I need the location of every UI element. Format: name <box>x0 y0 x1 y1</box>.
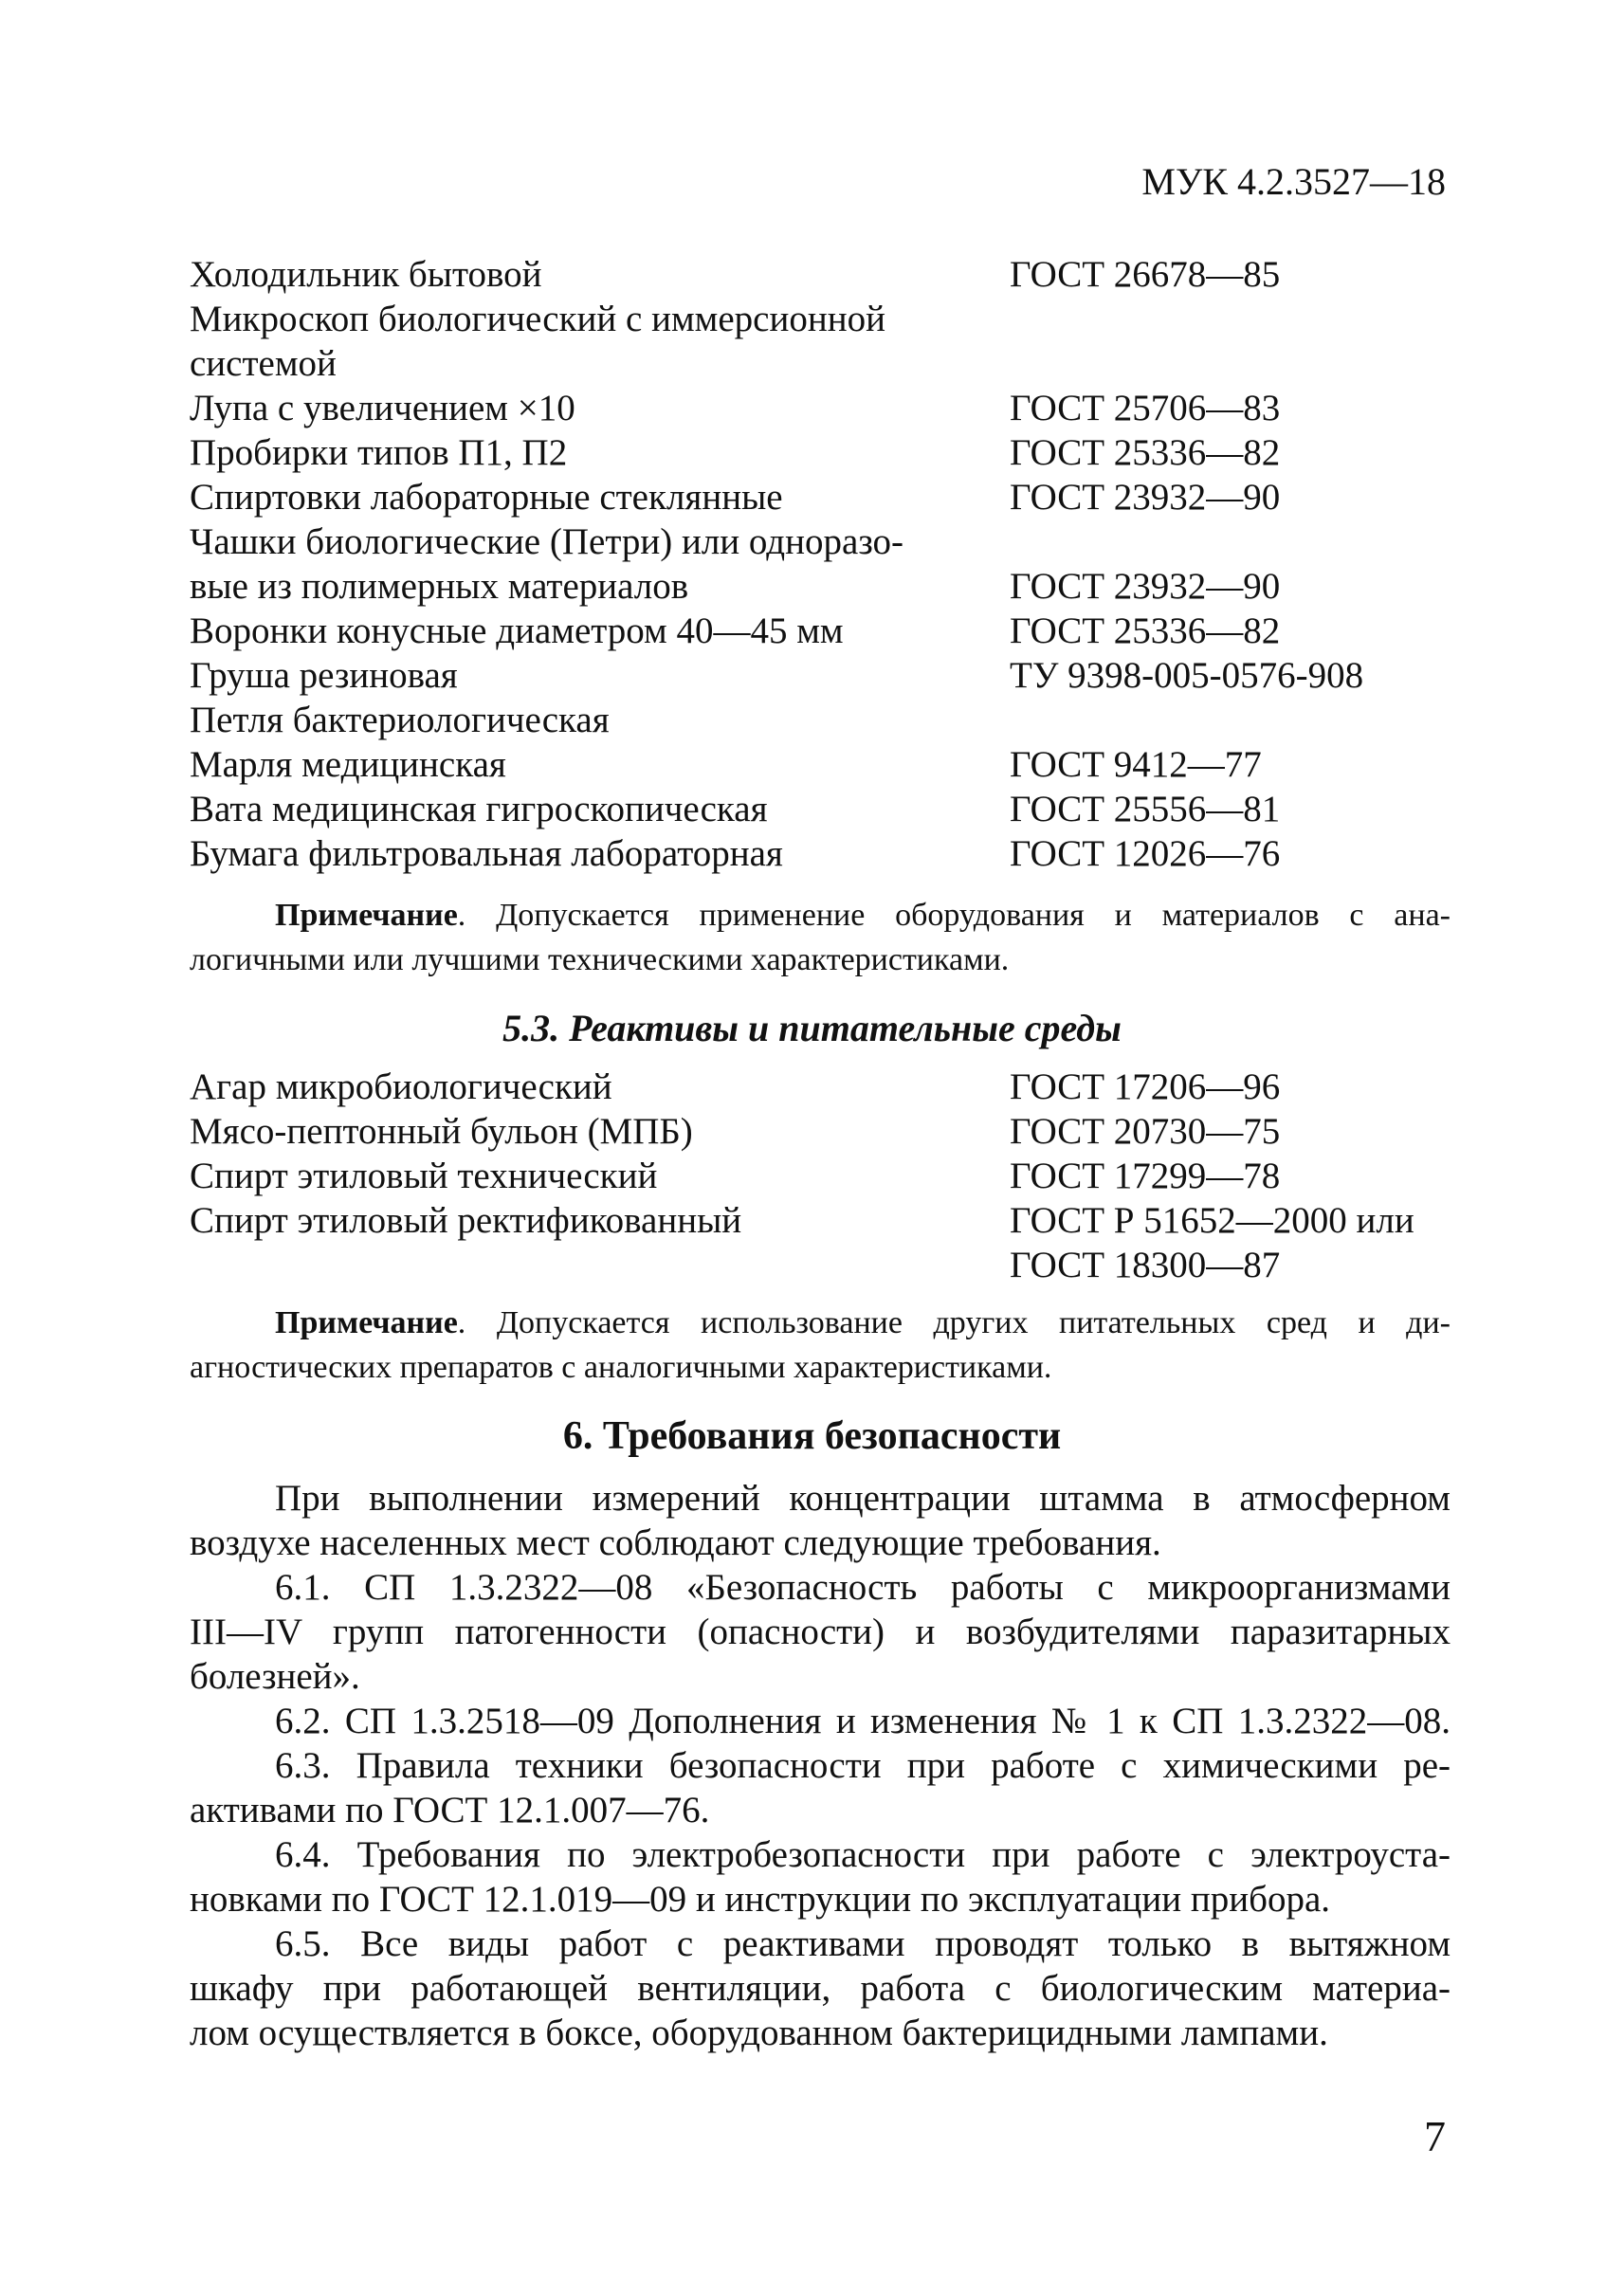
note-reagents <box>190 1302 1451 1391</box>
section-heading-safety: 6. Требования безопасности <box>562 1414 1062 1458</box>
text-line: III—IV групп патогенности (опасности) и возбудителями паразитарных <box>190 1612 1451 1652</box>
equipment-name: Марля медицинская <box>190 744 506 785</box>
text-line: 6.4. Требования по электробезопасности при работе с электроуста- <box>275 1834 1451 1875</box>
note-line <box>190 894 1451 938</box>
equipment-row <box>190 476 1451 519</box>
equipment-row <box>190 431 1451 475</box>
equipment-name: вые из полимерных материалов <box>190 566 689 607</box>
note-label: Примечание <box>275 1305 458 1340</box>
reagent-row <box>190 1199 1451 1243</box>
equipment-name: Воронки конусные диаметром 40—45 мм <box>190 610 844 651</box>
section-heading-reagents: 5.3. Реактивы и питательные среды <box>502 1007 1122 1049</box>
text-line: активами по ГОСТ 12.1.007—76. <box>190 1790 710 1831</box>
equipment-row <box>190 565 1451 609</box>
equipment-name: Петля бактериологическая <box>190 700 610 740</box>
paragraph-6-3 <box>190 1743 1451 1832</box>
equipment-row <box>190 520 1451 564</box>
note-line: агностических препаратов с аналогичными характеристиками. <box>190 1350 1052 1385</box>
equipment-standard: ГОСТ 26678—85 <box>1010 254 1281 295</box>
reagent-name: Спирт этиловый технический <box>190 1156 658 1196</box>
reagent-row <box>190 1155 1451 1198</box>
equipment-standard: ГОСТ 12026—76 <box>1010 833 1281 874</box>
equipment-name: системой <box>190 343 337 384</box>
reagent-name: Спирт этиловый ректификованный <box>190 1200 742 1241</box>
text-line: шкафу при работающей вентиляции, работа с биологическим материа- <box>190 1968 1451 2009</box>
note-line <box>190 1302 1451 1346</box>
equipment-row <box>190 832 1451 876</box>
reagent-row <box>190 1244 1451 1287</box>
equipment-row <box>190 788 1451 831</box>
reagent-standard: ГОСТ Р 51652—2000 или <box>1010 1200 1414 1241</box>
equipment-name: Холодильник бытовой <box>190 254 542 295</box>
reagent-row <box>190 1066 1451 1109</box>
equipment-name: Спиртовки лабораторные стеклянные <box>190 477 783 518</box>
equipment-name: Бумага фильтровальная лабораторная <box>190 833 783 874</box>
reagent-standard: ГОСТ 17299—78 <box>1010 1156 1281 1196</box>
reagent-name: Мясо-пептонный бульон (МПБ) <box>190 1111 693 1152</box>
equipment-standard: ТУ 9398-005-0576-908 <box>1010 655 1364 696</box>
equipment-standard: ГОСТ 9412—77 <box>1010 744 1262 785</box>
note-equipment <box>190 894 1451 983</box>
equipment-standard: ГОСТ 25336—82 <box>1010 610 1281 651</box>
document-code-header: МУК 4.2.3527—18 <box>1141 160 1446 203</box>
text-line: 6.1. СП 1.3.2322—08 «Безопасность работы с микроорганизмами <box>275 1567 1451 1608</box>
note-line: логичными или лучшими техническими характеристиками. <box>190 942 1010 977</box>
equipment-name: Лупа с увеличением ×10 <box>190 388 575 428</box>
equipment-name: Груша резиновая <box>190 655 458 696</box>
equipment-row <box>190 298 1451 341</box>
equipment-standard: ГОСТ 25706—83 <box>1010 388 1281 428</box>
equipment-standard: ГОСТ 23932—90 <box>1010 477 1281 518</box>
reagent-name: Агар микробиологический <box>190 1066 612 1107</box>
text-line: лом осуществляется в боксе, оборудованном бактерицидными лампами. <box>190 2013 1328 2053</box>
text-line: болезней». <box>190 1656 360 1697</box>
equipment-row <box>190 654 1451 698</box>
reagent-standard: ГОСТ 20730—75 <box>1010 1111 1281 1152</box>
paragraph-6-5 <box>190 1922 1451 2055</box>
text-line: При выполнении измерений концентрации штамма в атмосферном <box>275 1478 1451 1519</box>
paragraph-6-1 <box>190 1565 1451 1699</box>
reagent-row <box>190 1110 1451 1154</box>
text-line: новками по ГОСТ 12.1.019—09 и инструкции по эксплуатации прибора. <box>190 1879 1331 1920</box>
equipment-name: Микроскоп биологический с иммерсионной <box>190 299 885 339</box>
paragraph-intro <box>190 1476 1451 1565</box>
page-number: 7 <box>1424 2112 1446 2160</box>
equipment-standard: ГОСТ 25556—81 <box>1010 789 1281 829</box>
equipment-name: Вата медицинская гигроскопическая <box>190 789 768 829</box>
reagent-standard: ГОСТ 18300—87 <box>1010 1245 1281 1285</box>
equipment-name: Чашки биологические (Петри) или одноразо- <box>190 521 903 562</box>
paragraph-6-4 <box>190 1832 1451 1922</box>
equipment-row <box>190 699 1451 742</box>
equipment-row <box>190 610 1451 653</box>
note-text: . Допускается применение оборудования и материалов с ана- <box>457 898 1451 933</box>
text-line: 6.5. Все виды работ с реактивами проводят только в вытяжном <box>275 1923 1451 1964</box>
reagent-standard: ГОСТ 17206—96 <box>1010 1066 1281 1107</box>
equipment-row <box>190 743 1451 787</box>
text-line: 6.2. СП 1.3.2518—09 Дополнения и изменения № 1 к СП 1.3.2322—08. <box>275 1701 1451 1741</box>
text-line: 6.3. Правила техники безопасности при работе с химическими ре- <box>275 1745 1451 1786</box>
equipment-row <box>190 253 1451 297</box>
note-label: Примечание <box>275 898 458 933</box>
paragraph-6-2 <box>190 1699 1451 1743</box>
equipment-name: Пробирки типов П1, П2 <box>190 432 568 473</box>
equipment-row <box>190 387 1451 430</box>
equipment-standard: ГОСТ 23932—90 <box>1010 566 1281 607</box>
equipment-row <box>190 342 1451 386</box>
text-line: воздухе населенных мест соблюдают следующие требования. <box>190 1522 1161 1563</box>
equipment-standard: ГОСТ 25336—82 <box>1010 432 1281 473</box>
note-text: . Допускается использование других питательных сред и ди- <box>457 1305 1451 1340</box>
